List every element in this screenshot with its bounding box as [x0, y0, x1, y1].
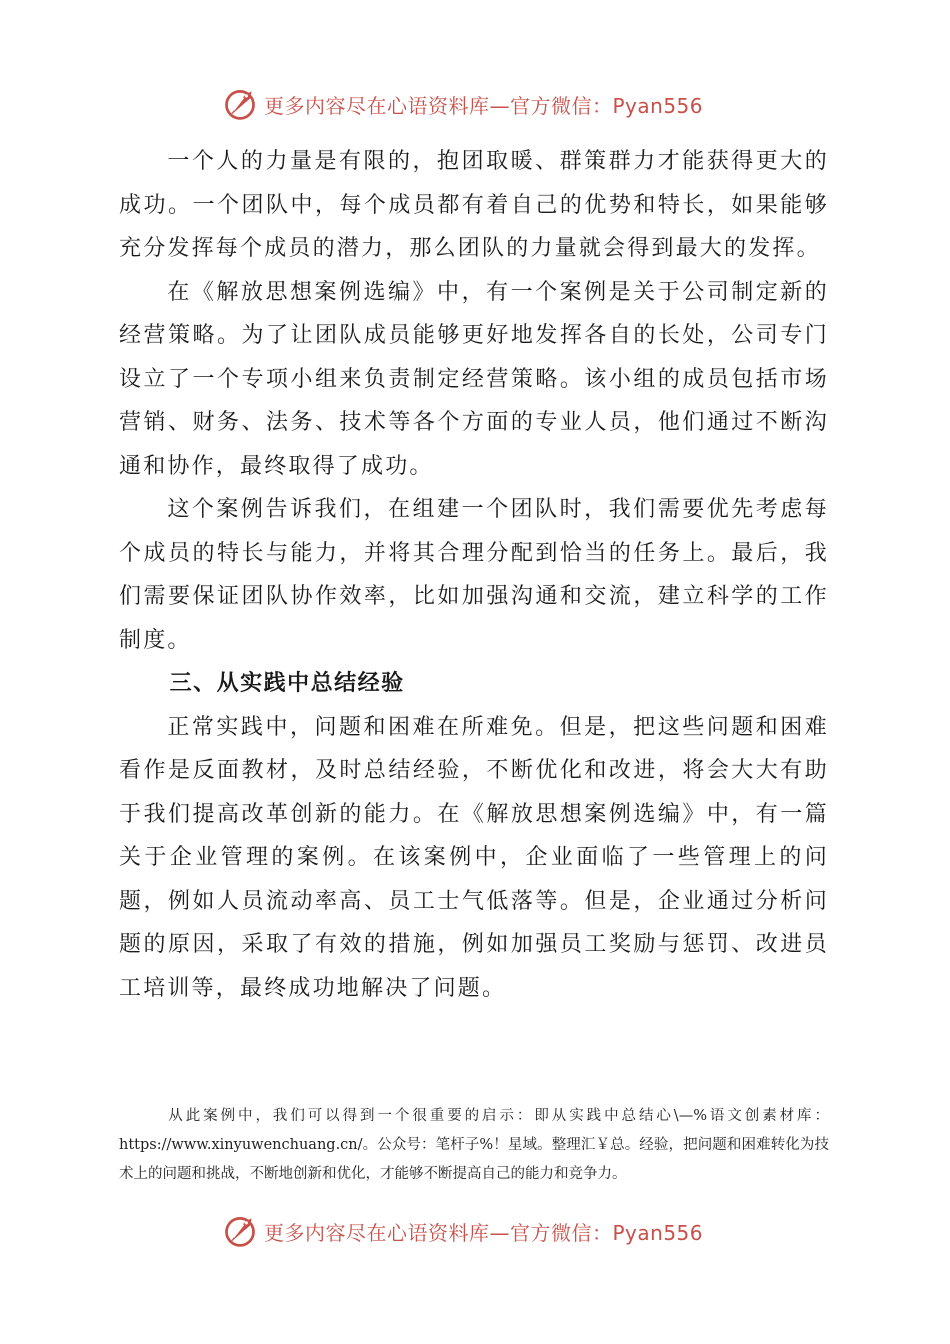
pen-nib-logo-icon: [222, 86, 258, 122]
paragraph-1: 一个人的力量是有限的，抱团取暖、群策群力才能获得更大的成功。一个团队中，每个成员都有着自己的优势和特长，如果能够充分发挥每个成员的潜力，那么团队的力量就会得到最大的发挥。: [119, 149, 829, 261]
paragraph-3: 这个案例告诉我们，在组建一个团队时，我们需要优先考虑每个成员的特长与能力，并将其合理分配到恰当的任务上。最后，我们需要保证团队协作效率，比如加强沟通和交流，建立科学的工作制度。: [119, 497, 829, 653]
pen-nib-logo-icon: [222, 1213, 258, 1249]
section-heading: 三、从实践中总结经验: [169, 671, 405, 696]
footer-banner: [222, 1211, 742, 1251]
banner-text: 更多内容尽在心语资料库—官方微信：Pyan556: [264, 1220, 704, 1245]
header-banner: [222, 84, 742, 124]
document-body: [119, 140, 829, 1010]
paragraph-4: 正常实践中，问题和困难在所难免。但是，把这些问题和困难看作是反面教材，及时总结经验，不断优化和改进，将会大大有助于我们提高改革创新的能力。在《解放思想案例选编》中，有一篇关于企业管理的案例。在该案例中，企业面临了一些管理上的问题，例如人员流动率高、员工士气低落等。但是，企业通过分析问题的原因，采取了有效的措施，例如加强员工奖励与惩罚、改进员工培训等，最终成功地解决了问题。: [119, 714, 829, 1001]
paragraph-2: 在《解放思想案例选编》中，有一个案例是关于公司制定新的经营策略。为了让团队成员能够更好地发挥各自的长处，公司专门设立了一个专项小组来负责制定经营策略。该小组的成员包括市场营销、财务、法务、技术等各个方面的专业人员，他们通过不断沟通和协作，最终取得了成功。: [119, 279, 829, 479]
banner-text: 更多内容尽在心语资料库—官方微信：Pyan556: [264, 93, 704, 118]
footnote: 从此案例中，我们可以得到一个很重要的启示：即从实践中总结心\—%语文创素材库：https://www.xinyuwenchuang.cn/。公众号：笔杆子%！星域。整理汇￥总。经验，把问题和困难转化为技术上的问题和挑战，不断地创新和优化，才能够不断提高自己的能力和竞争力。: [119, 1108, 829, 1182]
